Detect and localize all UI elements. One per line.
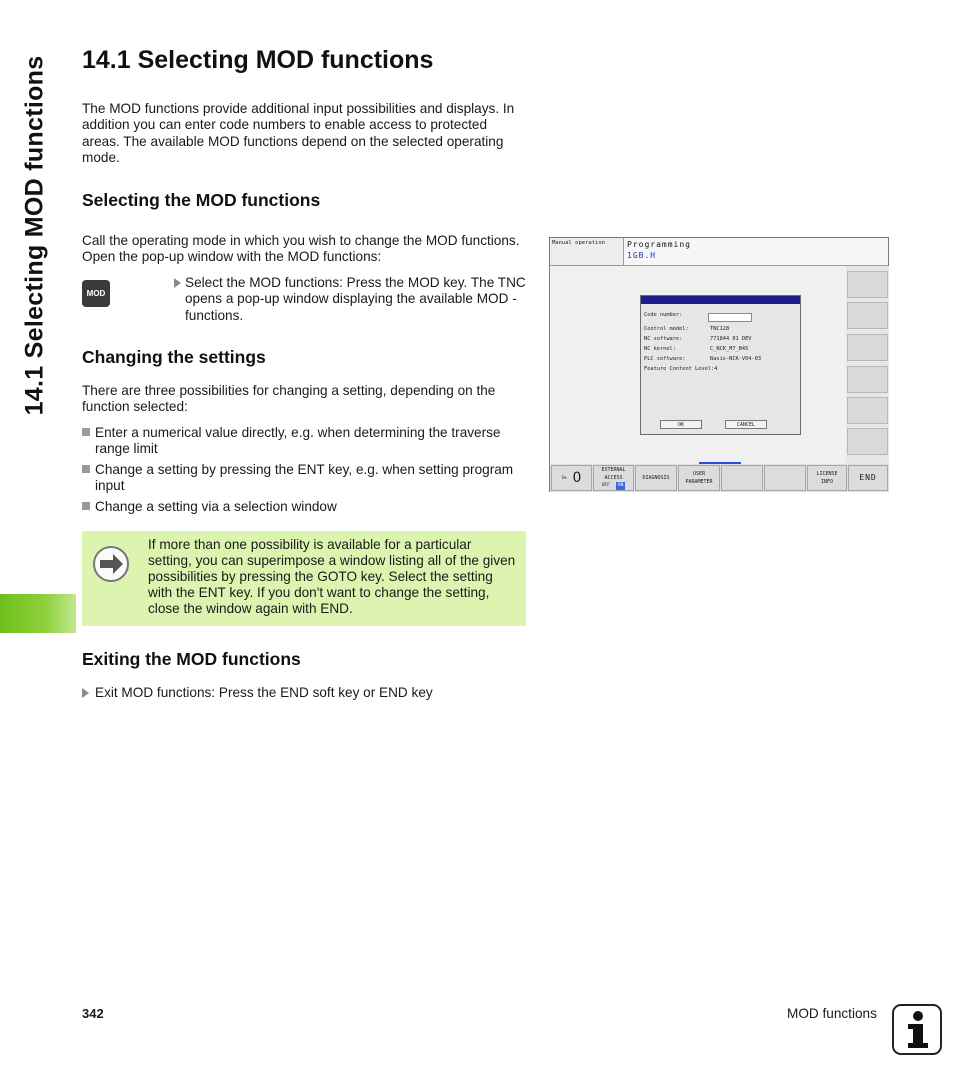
list-item: Change a setting by pressing the ENT key, e.g. when setting program input [82, 462, 527, 495]
selecting-paragraph: Call the operating mode in which you wish to change the MOD functions. Open the pop-up window with the MOD functions: [82, 233, 520, 265]
heading-selecting: Selecting the MOD functions [82, 190, 321, 210]
cancel-button[interactable]: CANCEL [725, 420, 767, 429]
vertical-softkey[interactable] [847, 302, 888, 329]
page-title: 14.1 Selecting MOD functions [82, 46, 434, 74]
dialog-row-code: Code number: [644, 312, 683, 318]
dialog-row: Feature Content Level:4 [644, 366, 718, 372]
softkey-empty[interactable] [764, 465, 806, 491]
heading-changing: Changing the settings [82, 347, 266, 367]
softkey-position-display[interactable]: S% 0 [551, 465, 592, 491]
vertical-softkey[interactable] [847, 271, 888, 298]
step-arrow-icon [82, 688, 89, 698]
program-header [624, 238, 888, 266]
heading-exiting: Exiting the MOD functions [82, 649, 301, 669]
dialog-row: PLC software: Basis-NCK-V04-03 [644, 356, 762, 362]
page-number: 342 [82, 1006, 104, 1021]
ok-button[interactable]: OK [660, 420, 702, 429]
dialog-row: Control model: TNC128 [644, 326, 730, 332]
softkey-external-access[interactable]: EXTERNAL ACCESS OFF ON [593, 465, 634, 491]
vertical-softkey-bar [846, 266, 889, 464]
chapter-tab-marker [0, 594, 76, 633]
tnc-screenshot [549, 237, 889, 492]
note-text: If more than one possibility is available for a particular setting, you can superimpose a window listing all of the given possibilities by pressing the GOTO key. Select the setting with the ENT key. If you don't want to change the setting, close the window again with END. [148, 537, 516, 617]
vertical-softkey[interactable] [847, 334, 888, 361]
mod-dialog [640, 295, 801, 435]
select-step-text: Select the MOD functions: Press the MOD key. The TNC opens a pop-up window displaying the available MOD -functions. [185, 275, 526, 323]
softkey-user-parameter[interactable]: USER PARAMETER [678, 465, 720, 491]
arrow-right-circle-icon [92, 545, 130, 583]
list-item: Enter a numerical value directly, e.g. when determining the traverse range limit [82, 425, 527, 458]
softkey-empty[interactable] [721, 465, 763, 491]
info-i-glyph-icon [894, 1006, 940, 1053]
exit-step-text: Exit MOD functions: Press the END soft key or END key [95, 685, 433, 700]
vertical-softkey[interactable] [847, 397, 888, 424]
softkey-end[interactable]: END [848, 465, 888, 491]
softkey-diagnosis[interactable]: DIAGNOSIS [635, 465, 677, 491]
list-item: Change a setting via a selection window [82, 499, 527, 515]
vertical-softkey[interactable] [847, 366, 888, 393]
mod-key-icon: MOD [82, 280, 110, 307]
dialog-title-bar [641, 296, 800, 304]
operating-mode-label: Manual operation [550, 238, 624, 266]
program-file-name: 1GB.H [627, 251, 657, 260]
bullet-square-icon [82, 502, 90, 510]
dialog-row: NC software: 771844 01 DEV [644, 336, 752, 342]
program-mode-title: Programming [627, 240, 691, 249]
footer-chapter-label: MOD functions [787, 1006, 877, 1021]
step-arrow-icon [174, 278, 181, 288]
code-number-input[interactable] [708, 313, 752, 322]
bullet-square-icon [82, 428, 90, 436]
info-icon [892, 1004, 942, 1055]
intro-paragraph: The MOD functions provide additional input possibilities and displays. In addition you can enter code numbers to enable access to protected areas. The available MOD functions depend on the selected operating mode. [82, 101, 515, 165]
changing-paragraph: There are three possibilities for changing a setting, depending on the function selected: [82, 383, 496, 415]
bullet-square-icon [82, 465, 90, 473]
chapter-side-title: 14.1 Selecting MOD functions [20, 55, 49, 415]
horizontal-softkey-bar [550, 464, 889, 492]
softkey-license-info[interactable]: LICENSE INFO [807, 465, 847, 491]
dialog-row: NC kernel: C_NCK_M7_B45 [644, 346, 749, 352]
vertical-softkey[interactable] [847, 428, 888, 455]
